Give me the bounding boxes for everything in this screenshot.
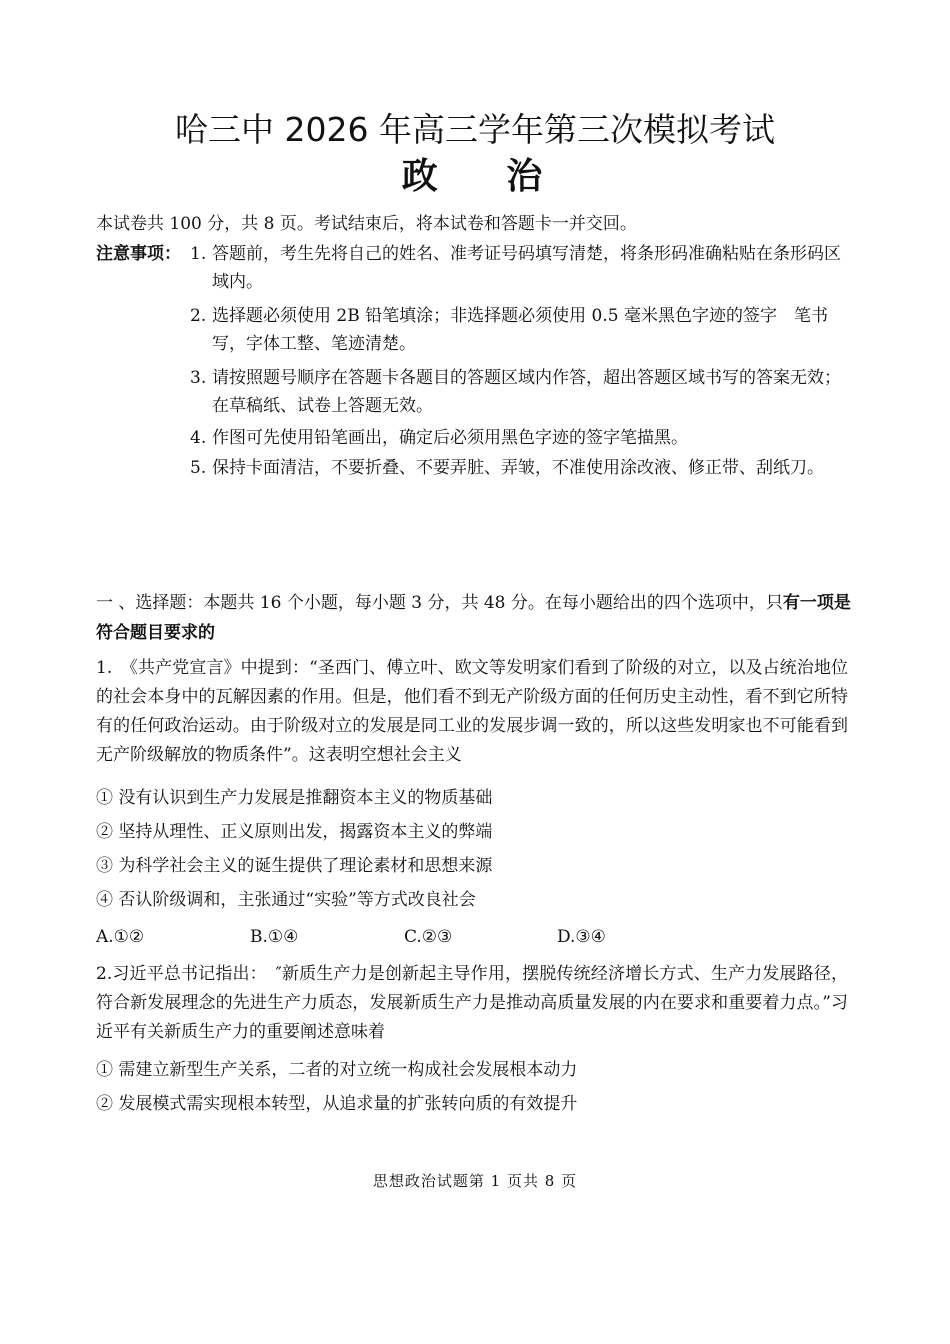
notice-item-text: 答题前，考生先将自己的姓名、准考证号码填写清楚，将条形码准确粘贴在条形码区域内。 — [212, 244, 841, 292]
notice-item-number: 3. — [190, 368, 207, 388]
question-2-stem: 2.习近平总书记指出： ″新质生产力是创新起主导作用，摆脱传统经济增长方式、生产力发展路径，符合新发展理念的先进生产力质态，发展新质生产力是推动高质量发展的内在要求和重要着力点。”习近平有关新质生产力的重要阐述意味着 — [96, 964, 848, 1042]
notice-item — [190, 364, 850, 420]
notice-item-text: 作图可先使用铅笔画出，确定后必须用黑色字迹的签字笔描黑。 — [212, 428, 688, 448]
notice-item — [190, 454, 850, 482]
page-footer: 思想政治试题第 1 页共 8 页 — [372, 1172, 578, 1190]
question-1-option: ① 没有认识到生产力发展是推翻资本主义的物质基础 — [96, 788, 493, 808]
notice-item-text: 选择题必须使用 2B 铅笔填涂；非选择题必须使用 0.5 毫米黑色字迹的签字 笔书写，字体工整、笔迹清楚。 — [212, 306, 828, 354]
notice-item-number: 4. — [190, 428, 207, 448]
section-heading — [96, 588, 856, 648]
section-heading-bold: 有一项是符合题目要求的 — [96, 593, 851, 643]
question-1-option: ④ 否认阶级调和，主张通过“实验”等方式改良社会 — [96, 890, 476, 910]
subject-title: 政 治 — [401, 156, 571, 197]
notice-item — [190, 302, 850, 358]
notice-item-text: 请按照题号顺序在答题卡各题目的答题区域内作答，超出答题区域书写的答案无效；在草稿纸、试卷上答题无效。 — [212, 368, 841, 416]
notice-label: 注意事项： — [96, 244, 181, 264]
notice-item — [190, 424, 850, 452]
notice-item-text: 保持卡面清洁，不要折叠、不要弄脏、弄皱，不准使用涂改液、修正带、刮纸刀。 — [212, 458, 824, 478]
question-1-stem: 1. 《共产党宣言》中提到：“圣西门、傅立叶、欧文等发明家们看到了阶级的对立，以及占统治地位的社会本身中的瓦解因素的作用。但是，他们看不到无产阶级方面的任何历史主动性，看不到它所特有的任何政治运动。由于阶级对立的发展是同工业的发展步调一致的，所以这些发明家也不可能看到无产阶级解放的物质条件”。这表明空想社会主义 — [96, 658, 848, 765]
question-1-option: ③ 为科学社会主义的诞生提供了理论素材和思想来源 — [96, 856, 493, 876]
notice-item — [190, 240, 850, 296]
section-heading-text: 一 、选择题：本题共 16 个小题，每小题 3 分，共 48 分。在每小题给出的四个选项中，只 — [96, 593, 783, 613]
notice-item-number: 2. — [190, 306, 207, 326]
intro-text: 本试卷共 100 分，共 8 页。考试结束后，将本试卷和答题卡一并交回。 — [96, 214, 637, 234]
choice-d: D.③④ — [557, 927, 606, 947]
notice-item-number: 5. — [190, 458, 207, 478]
exam-title: 哈三中 2026 年高三学年第三次模拟考试 — [175, 110, 775, 149]
choice-c: C.②③ — [404, 927, 453, 947]
question-1-option: ② 坚持从理性、正义原则出发，揭露资本主义的弊端 — [96, 822, 493, 842]
choice-b: B.①④ — [250, 927, 299, 947]
notice-item-number: 1. — [190, 244, 207, 264]
choice-a: A.①② — [96, 927, 145, 947]
question-2-option: ① 需建立新型生产关系，二者的对立统一构成社会发展根本动力 — [96, 1060, 578, 1080]
question-2-option: ② 发展模式需实现根本转型，从追求量的扩张转向质的有效提升 — [96, 1094, 578, 1114]
